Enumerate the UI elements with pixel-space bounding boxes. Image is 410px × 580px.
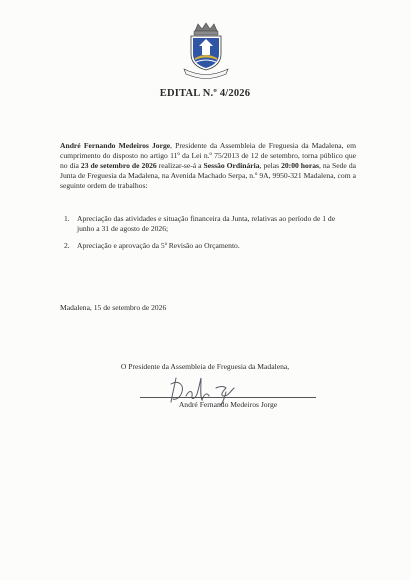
signature-line [140, 397, 316, 398]
session-type: Sessão Ordinária [203, 160, 260, 170]
agenda-item-number: 2. [64, 240, 70, 250]
agenda-item-text: Apreciação e aprovação da 5ª Revisão ao Orçamento. [77, 240, 240, 250]
session-time: 20:00 horas [281, 160, 319, 170]
crest-icon [180, 22, 232, 80]
place-date: Madalena, 15 de setembro de 2026 [60, 303, 167, 312]
president-name: André Fernando Medeiros Jorge [60, 141, 171, 150]
agenda-item-number: 1. [64, 214, 70, 223]
agenda-list [64, 214, 354, 258]
intro-text-4: , na Sede da Junta de Freguesia da Madalena, na Avenida Machado Serpa, n.º 9A, 9950-321 Madalena, com a seguinte ordem de trabalhos: [60, 160, 356, 190]
intro-text-1: , Presidente da Assembleia de Freguesia da Madalena, em cumprimento do disposto no artigo 11º da Lei n.º 75/2013 de 12 de setembro, torna público que no dia [60, 141, 356, 170]
edital-title: EDITAL N.º 4/2026 [159, 88, 251, 99]
agenda-item [64, 241, 354, 251]
agenda-item [64, 214, 354, 234]
session-date: 23 de setembro de 2026 [80, 160, 157, 170]
signatory-name: André Fernando Medeiros Jorge [178, 400, 278, 409]
intro-text-3: , pelas [259, 160, 282, 170]
intro-text-2: realizar-se-á a [156, 160, 204, 170]
intro-paragraph [60, 141, 356, 191]
signature-intro: O Presidente da Assembleia de Freguesia da Madalena, [120, 362, 290, 371]
agenda-item-text: Apreciação das atividades e situação financeira da Junta, relativas ao período de 1 de junho a 31 de agosto de 2026; [77, 214, 336, 233]
